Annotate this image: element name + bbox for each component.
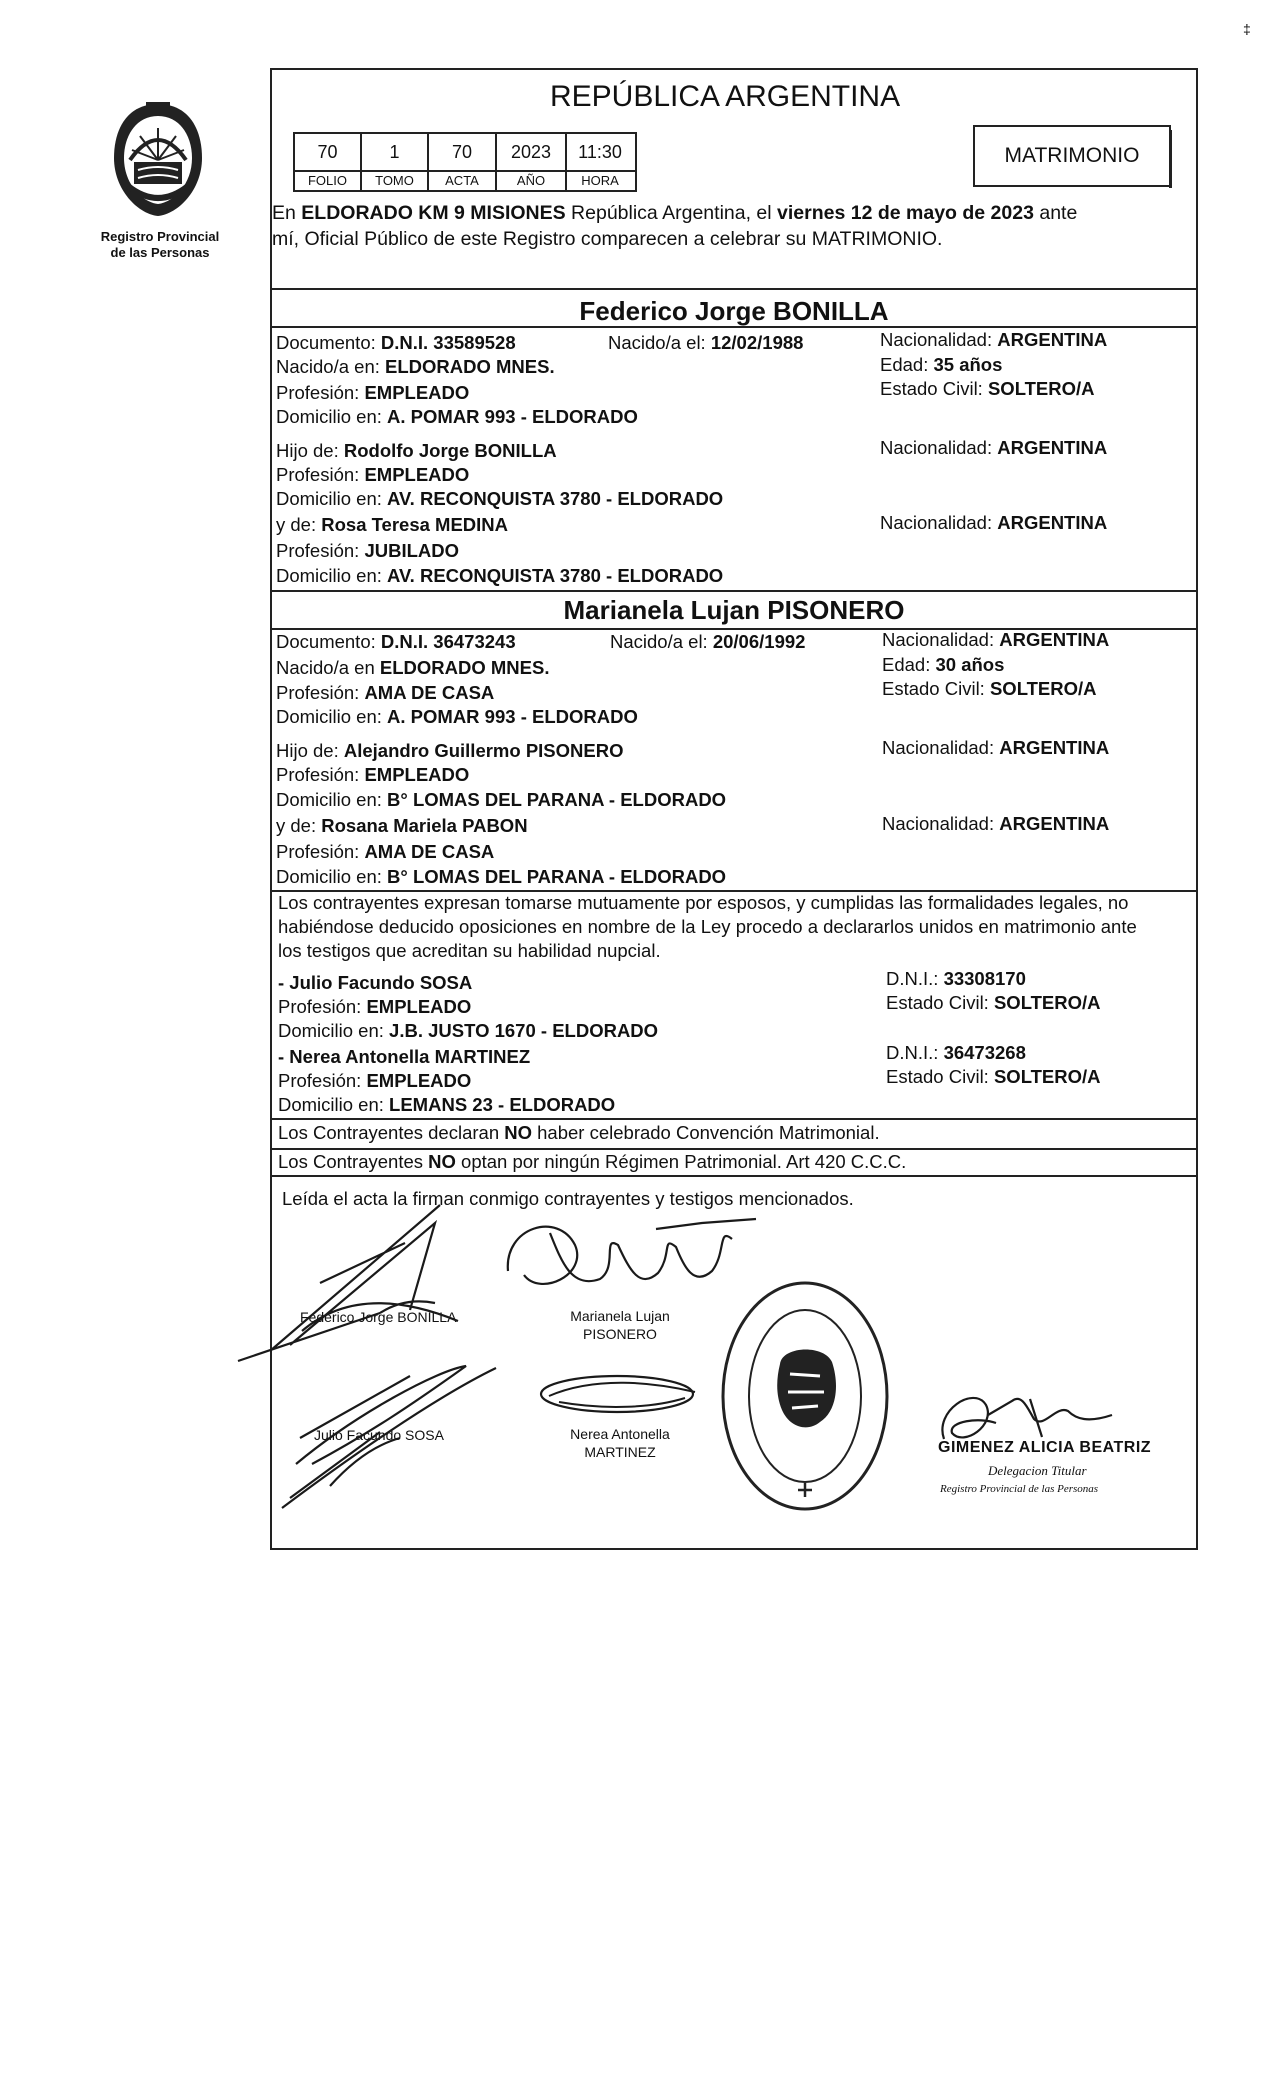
bride-signature-label-1: Marianela Lujan (570, 1308, 670, 1324)
bride-nationality: Nacionalidad: ARGENTINA (882, 629, 1110, 650)
groom-address: Domicilio en: A. POMAR 993 - ELDORADO (276, 406, 638, 427)
intro-line1: En ELDORADO KM 9 MISIONES República Argentina, el viernes 12 de mayo de 2023 ante (272, 202, 1078, 224)
page-title: REPÚBLICA ARGENTINA (550, 80, 901, 113)
bride-name: Marianela Lujan PISONERO (563, 595, 905, 625)
groom-mother-address: Domicilio en: AV. RECONQUISTA 3780 - ELDORADO (276, 565, 724, 586)
bride-civil-status: Estado Civil: SOLTERO/A (882, 678, 1097, 699)
intro-line2: mí, Oficial Público de este Registro comparecen a celebrar su MATRIMONIO. (272, 228, 943, 250)
anio-value: 2023 (510, 142, 552, 162)
bride-profession: Profesión: AMA DE CASA (276, 682, 495, 703)
witness1-address: Domicilio en: J.B. JUSTO 1670 - ELDORADO (278, 1020, 659, 1041)
witness2-address: Domicilio en: LEMANS 23 - ELDORADO (278, 1094, 616, 1115)
bride-father-nationality: Nacionalidad: ARGENTINA (882, 737, 1110, 758)
anio-label: AÑO (516, 173, 546, 188)
bride-father: Hijo de: Alejandro Guillermo PISONERO (276, 740, 624, 761)
acta-value: 70 (451, 142, 473, 162)
witness1-signature (260, 1348, 520, 1518)
bride-signature (480, 1205, 760, 1315)
witness2-profession: Profesión: EMPLEADO (278, 1070, 472, 1091)
misiones-emblem-icon (108, 98, 208, 220)
witness1-dni: D.N.I.: 33308170 (886, 968, 1026, 989)
hora-label: HORA (581, 173, 619, 188)
bride-document: Documento: D.N.I. 36473243 (276, 631, 516, 652)
closing-statement: Leída el acta la firman conmigo contrayentes y testigos mencionados. (282, 1188, 854, 1209)
witness1-name: - Julio Facundo SOSA (278, 972, 473, 993)
official-role: Delegacion Titular (988, 1463, 1087, 1478)
convention-line1: Los Contrayentes declaran NO haber celebrado Convención Matrimonial. (278, 1122, 880, 1143)
bride-signature-label-2: PISONERO (583, 1326, 657, 1342)
bride-birthdate: Nacido/a el: 20/06/1992 (610, 631, 806, 652)
groom-birthplace: Nacido/a en: ELDORADO MNES. (276, 356, 555, 377)
witness2-signature (535, 1370, 710, 1420)
witness2-signature-label-2: MARTINEZ (584, 1444, 656, 1460)
act-type: MATRIMONIO (1004, 144, 1140, 167)
declaration-line3: los testigos que acreditan su habilidad nupcial. (278, 940, 661, 961)
witness1-profession: Profesión: EMPLEADO (278, 996, 472, 1017)
bride-address: Domicilio en: A. POMAR 993 - ELDORADO (276, 706, 638, 727)
official-name: GIMENEZ ALICIA BEATRIZ (938, 1439, 1152, 1456)
bride-mother-nationality: Nacionalidad: ARGENTINA (882, 813, 1110, 834)
groom-birthdate: Nacido/a el: 12/02/1988 (608, 332, 804, 353)
witness2-signature-label-1: Nerea Antonella (570, 1426, 670, 1442)
bride-age: Edad: 30 años (882, 654, 1005, 675)
logo-line1: Registro Provincial (100, 229, 220, 244)
groom-father: Hijo de: Rodolfo Jorge BONILLA (276, 440, 557, 461)
witness2-dni: D.N.I.: 36473268 (886, 1042, 1026, 1063)
groom-civil-status: Estado Civil: SOLTERO/A (880, 378, 1095, 399)
groom-profession: Profesión: EMPLEADO (276, 382, 470, 403)
declaration-line1: Los contrayentes expresan tomarse mutuamente por esposos, y cumplidas las formalidades legales, no (278, 892, 1129, 913)
witness2-name: - Nerea Antonella MARTINEZ (278, 1046, 531, 1067)
groom-father-nationality: Nacionalidad: ARGENTINA (880, 437, 1108, 458)
groom-nationality: Nacionalidad: ARGENTINA (880, 329, 1108, 350)
bride-mother-profession: Profesión: AMA DE CASA (276, 841, 495, 862)
tomo-value: 1 (389, 142, 400, 162)
groom-name: Federico Jorge BONILLA (579, 296, 889, 326)
groom-mother: y de: Rosa Teresa MEDINA (276, 514, 509, 535)
bride-mother: y de: Rosana Mariela PABON (276, 815, 528, 836)
convention-line2: Los Contrayentes NO optan por ningún Régimen Patrimonial. Art 420 C.C.C. (278, 1151, 907, 1172)
tomo-label: TOMO (375, 173, 414, 188)
groom-mother-nationality: Nacionalidad: ARGENTINA (880, 512, 1108, 533)
groom-document: Documento: D.N.I. 33589528 (276, 332, 516, 353)
bride-mother-address: Domicilio en: B° LOMAS DEL PARANA - ELDORADO (276, 866, 727, 887)
corner-mark: ‡ (1243, 21, 1251, 37)
witness2-civil-status: Estado Civil: SOLTERO/A (886, 1066, 1101, 1087)
official-office: Registro Provincial de las Personas (940, 1483, 1099, 1495)
groom-father-address: Domicilio en: AV. RECONQUISTA 3780 - ELDORADO (276, 488, 724, 509)
groom-mother-profession: Profesión: JUBILADO (276, 540, 459, 561)
folio-value: 70 (317, 142, 338, 162)
folio-label: FOLIO (307, 173, 347, 188)
declaration-line2: habiéndose deducido oposiciones en nombre de la Ley procedo a declararlos unidos en matrimonio ante (278, 916, 1137, 937)
bride-father-address: Domicilio en: B° LOMAS DEL PARANA - ELDORADO (276, 789, 727, 810)
acta-label: ACTA (445, 173, 479, 188)
witness1-signature-label: Julio Facundo SOSA (314, 1427, 444, 1443)
groom-age: Edad: 35 años (880, 354, 1003, 375)
hora-value: 11:30 (578, 142, 622, 162)
registry-stamp-icon (720, 1280, 890, 1512)
groom-signature-label: Federico Jorge BONILLA (300, 1309, 457, 1325)
bride-father-profession: Profesión: EMPLEADO (276, 764, 470, 785)
witness1-civil-status: Estado Civil: SOLTERO/A (886, 992, 1101, 1013)
logo-line2: de las Personas (110, 245, 210, 260)
bride-birthplace: Nacido/a en ELDORADO MNES. (276, 657, 550, 678)
groom-father-profession: Profesión: EMPLEADO (276, 464, 470, 485)
